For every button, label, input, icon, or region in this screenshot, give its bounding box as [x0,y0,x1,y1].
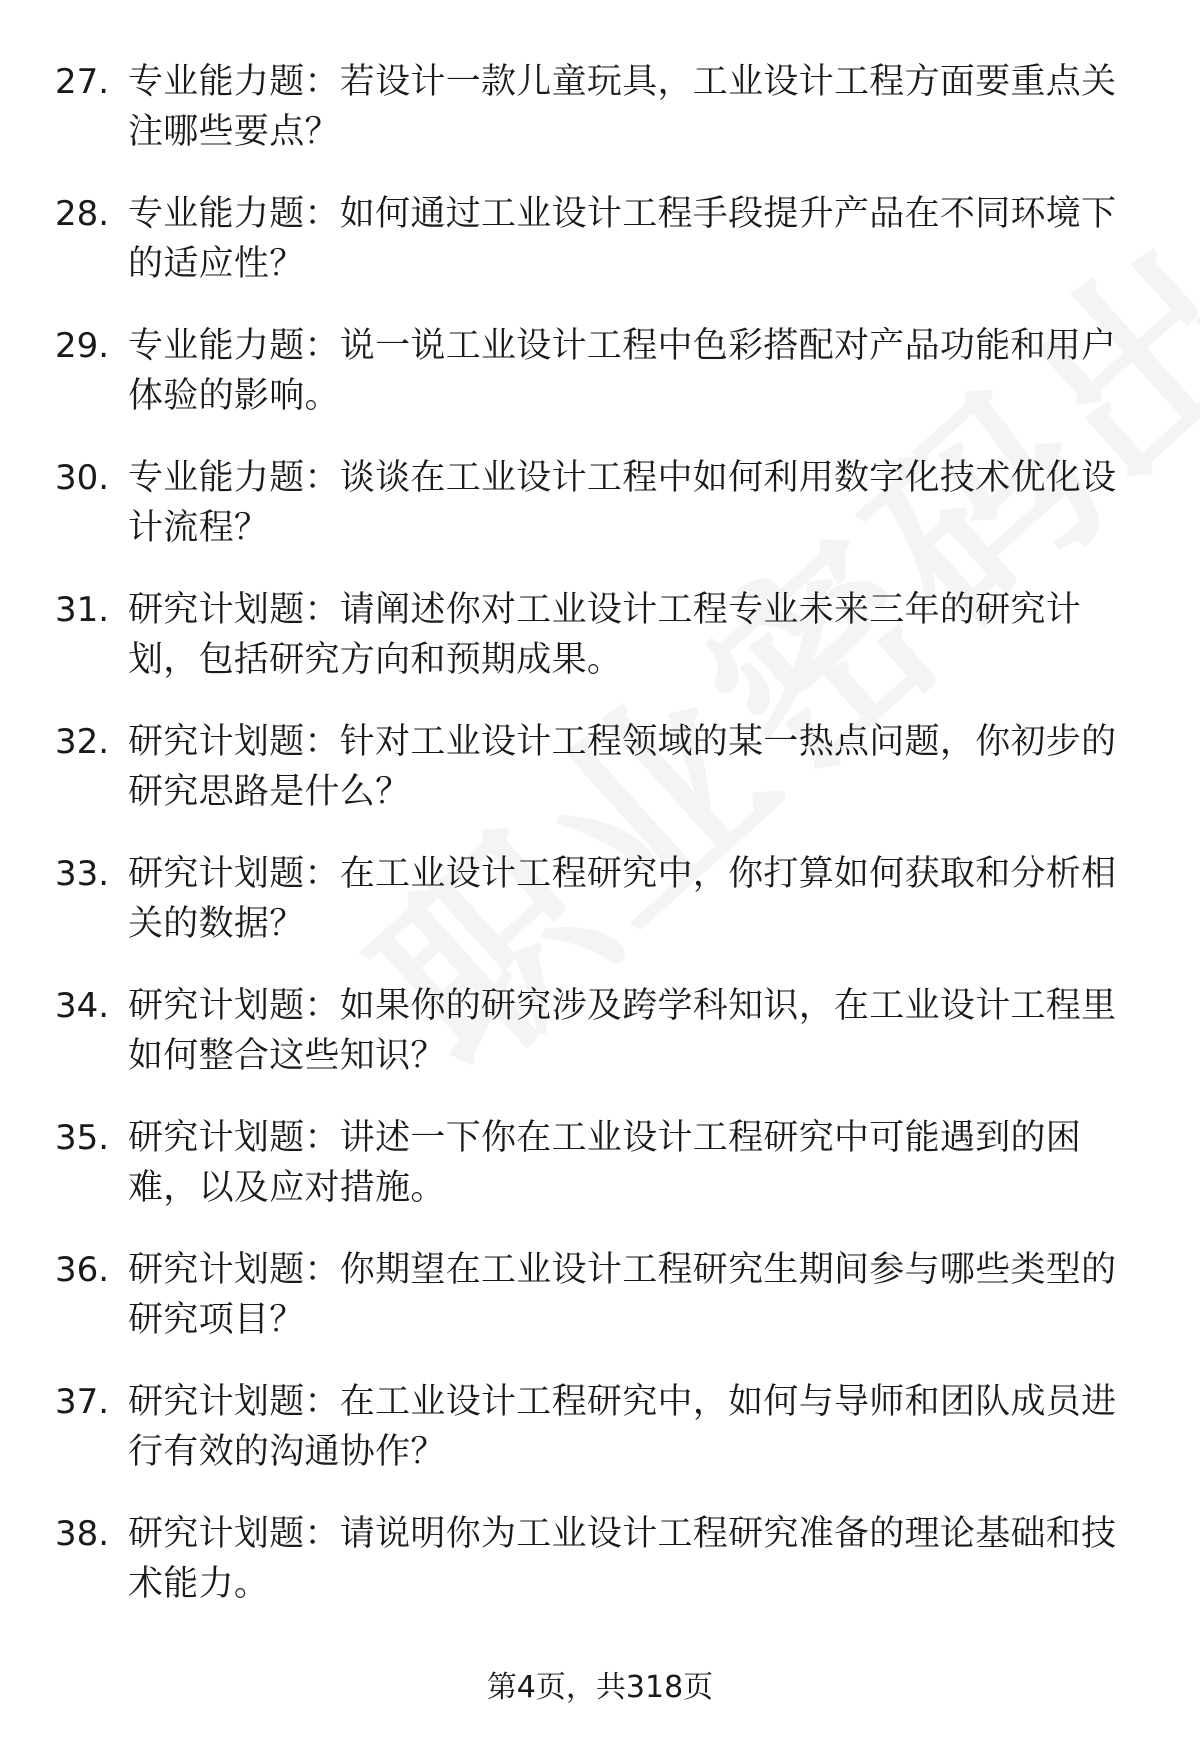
list-item [0,1509,1200,1641]
list-item [0,453,1200,585]
question-number: 28. [55,194,110,234]
question-text: 研究计划题：你期望在工业设计工程研究生期间参与哪些类型的研究项目？ [128,1250,1117,1340]
list-item [0,585,1200,717]
question-number: 27. [55,62,110,102]
list-item [0,189,1200,321]
question-number: 34. [55,986,110,1026]
question-list [0,57,1200,1641]
question-text: 专业能力题：说一说工业设计工程中色彩搭配对产品功能和用户体验的影响。 [128,326,1117,416]
question-text: 研究计划题：讲述一下你在工业设计工程研究中可能遇到的困难，以及应对措施。 [128,1118,1082,1208]
question-text: 研究计划题：请说明你为工业设计工程研究准备的理论基础和技术能力。 [128,1514,1117,1604]
question-text: 研究计划题：在工业设计工程研究中，如何与导师和团队成员进行有效的沟通协作？ [128,1382,1117,1472]
question-number: 35. [55,1118,110,1158]
question-text: 专业能力题：谈谈在工业设计工程中如何利用数字化技术优化设计流程？ [128,458,1117,548]
page-footer: 第4页，共318页 [486,1670,714,1705]
question-number: 29. [55,326,110,366]
list-item [0,717,1200,849]
question-number: 32. [55,722,110,762]
list-item [0,1245,1200,1377]
question-number: 38. [55,1514,110,1554]
list-item [0,1377,1200,1509]
question-number: 33. [55,854,110,894]
list-item [0,1113,1200,1245]
question-number: 37. [55,1382,110,1422]
list-item [0,57,1200,189]
question-text: 研究计划题：在工业设计工程研究中，你打算如何获取和分析相关的数据？ [128,854,1117,944]
list-item [0,321,1200,453]
list-item [0,849,1200,981]
list-item [0,981,1200,1113]
question-text: 专业能力题：若设计一款儿童玩具，工业设计工程方面要重点关注哪些要点？ [128,62,1117,152]
question-number: 31. [55,590,110,630]
question-text: 研究计划题：针对工业设计工程领域的某一热点问题，你初步的研究思路是什么？ [128,722,1117,812]
question-number: 36. [55,1250,110,1290]
question-text: 研究计划题：请阐述你对工业设计工程专业未来三年的研究计划，包括研究方向和预期成果。 [128,590,1082,680]
question-text: 研究计划题：如果你的研究涉及跨学科知识，在工业设计工程里如何整合这些知识？ [128,986,1117,1076]
question-text: 专业能力题：如何通过工业设计工程手段提升产品在不同环境下的适应性？ [128,194,1117,284]
question-number: 30. [55,458,110,498]
